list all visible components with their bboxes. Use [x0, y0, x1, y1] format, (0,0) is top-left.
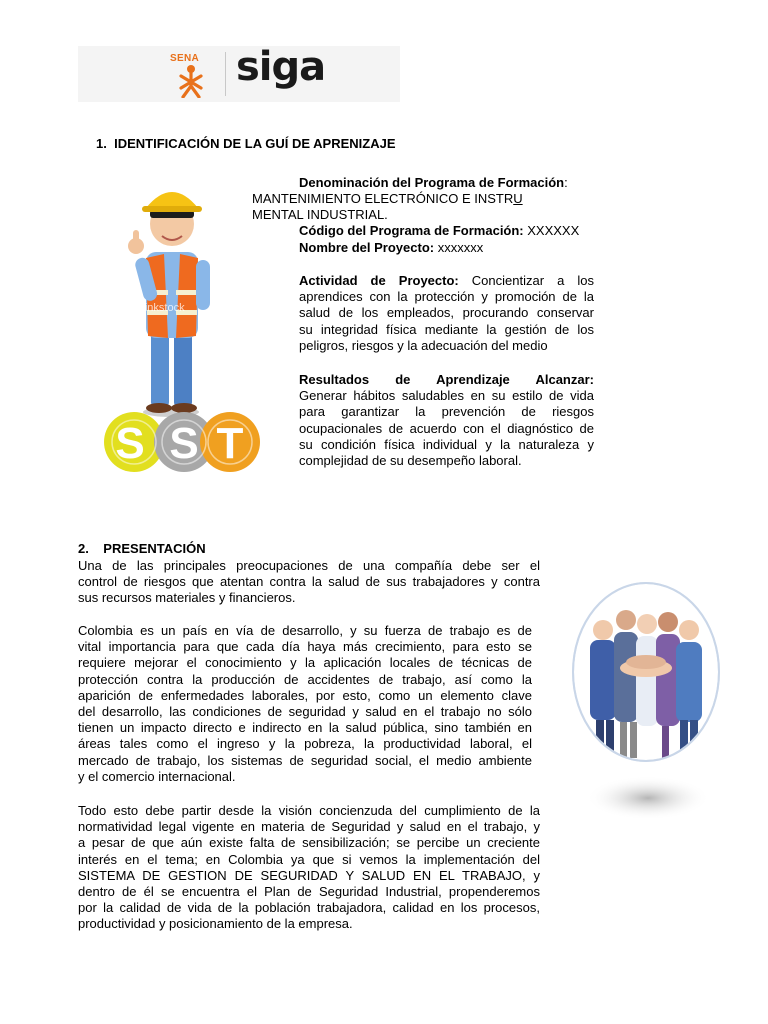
logo-divider — [225, 52, 226, 96]
paragraph-line: normatividad legal vigente en materia de Seguridad y salud en el trabajo, y — [78, 819, 540, 835]
paragraph-line: aparición de enfermedades laborales, por esto, como un elemento clave — [78, 687, 532, 703]
results-block — [299, 372, 594, 469]
paragraph-line: protección contra la producción de accidentes de trabajo, así como la — [78, 671, 532, 687]
paragraph-line: dentro de él se encuentra el Plan de Seguridad Industrial, propenderemos — [78, 884, 540, 900]
project-label: Nombre del Proyecto: — [299, 240, 435, 255]
paragraph-line: Una de las principales preocupaciones de una compañía debe ser el — [78, 558, 540, 573]
paragraph-line: control de riesgos que atentan contra la salud de sus trabajadores y contra — [78, 574, 540, 590]
code-label: Código del Programa de Formación: — [299, 223, 524, 238]
paragraph-line: sus recursos materiales y financieros. — [78, 590, 296, 606]
code-value: XXXXXX — [523, 223, 580, 238]
activity-line: aprendices con la protección y promoción de la — [299, 289, 594, 305]
paragraph-line: por la calidad de vida de la población trabajadora, calidad en los procesos, — [78, 900, 540, 916]
results-label: Resultados de Aprendizaje Alcanzar: — [299, 372, 594, 387]
paragraph-line: SISTEMA DE GESTION DE SEGURIDAD Y SALUD EN EL TRABAJO, y — [78, 867, 540, 883]
project-value: xxxxxxx — [434, 240, 484, 255]
program-line — [299, 175, 599, 191]
results-line: su condición física individual y la naturaleza y — [299, 436, 594, 452]
paragraph-line: Colombia es un país en vía de desarrollo, y su fuerza de trabajo es de — [78, 623, 532, 638]
teamwork-illustration — [568, 580, 724, 830]
activity-line: salud de los empleados, procurando conservar — [299, 305, 594, 321]
paragraph-line: áreas tales como el ingreso y la pobreza, la productividad laboral, el — [78, 736, 532, 752]
sst-letter-s2: S — [169, 419, 199, 468]
paragraph-2 — [78, 623, 532, 785]
activity-label: Actividad de Proyecto: — [299, 273, 459, 288]
activity-line — [299, 273, 594, 289]
results-line: ocupacionales de acuerdo con el diagnóstico de — [299, 420, 594, 436]
results-line: complejidad de su desempeño laboral. — [299, 453, 522, 469]
program-value-prefix: MANTENIMIENTO ELECTRÓNICO E INSTR — [252, 191, 514, 206]
section1-title: IDENTIFICACIÓN DE LA GUÍ DE APRENIZAJE — [114, 136, 396, 151]
program-label: Denominación del Programa de Formación — [299, 175, 565, 190]
activity-block — [299, 273, 594, 354]
code-line — [299, 223, 599, 239]
paragraph-line: Todo esto debe partir desde la visión concienzuda del cumplimiento de la — [78, 803, 540, 818]
paragraph-line: interés en el tema; en Colombia ya que si vemos la implementación del — [78, 851, 540, 867]
section1-heading — [96, 136, 396, 151]
paragraph-line: requiere mejorar el conocimiento y la aplicación locales de técnicas de — [78, 655, 532, 671]
sst-letter-t: T — [216, 419, 244, 468]
sena-logo-text: SENA — [170, 53, 199, 64]
paragraph-line: productividad y posicionamiento de la empresa. — [78, 916, 353, 932]
watermark: Thinkstock — [132, 302, 185, 314]
program-value-line2: MENTAL INDUSTRIAL. — [252, 207, 388, 222]
sena-logo-icon — [170, 64, 212, 98]
sst-letter-s1: S — [115, 419, 145, 468]
paragraph-1 — [78, 558, 540, 607]
results-line: para garantizar la prevención de riesgos — [299, 404, 594, 420]
paragraph-line: tienen un impacto directo e indirecto en la salud pública, sino también en — [78, 720, 532, 736]
section1-number: 1. — [96, 136, 107, 151]
section2-heading — [78, 541, 206, 556]
paragraph-line: mercado de trabajo, los sistemas de seguridad social, el medio ambiente — [78, 752, 532, 768]
paragraph-line: a pesar de que aún existe falta de sensibilización; se percibe un creciente — [78, 835, 540, 851]
paragraph-line: del desarrollo, las condiciones de seguridad y salud en el trabajo no sólo — [78, 704, 532, 720]
section2-title: PRESENTACIÓN — [103, 541, 206, 556]
siga-logo: siga — [236, 44, 326, 90]
program-colon: : — [564, 175, 568, 190]
paragraph-3 — [78, 803, 540, 933]
activity-text-0: Concientizar a los — [458, 273, 594, 288]
activity-line: peligros, riesgos y la adecuación del medio — [299, 337, 548, 353]
activity-line: su integridad física mediante la gestión de los — [299, 321, 594, 337]
section2-number: 2. — [78, 541, 89, 556]
paragraph-line: y el comercio internacional. — [78, 768, 236, 784]
paragraph-line: vital importancia para que cada día haya más crecimiento, para esto se — [78, 639, 532, 655]
program-value-underlined: U — [513, 191, 523, 206]
project-line — [299, 240, 599, 256]
results-line: Generar hábitos saludables en su estilo de vida — [299, 388, 594, 404]
program-value-line1 — [252, 191, 598, 207]
